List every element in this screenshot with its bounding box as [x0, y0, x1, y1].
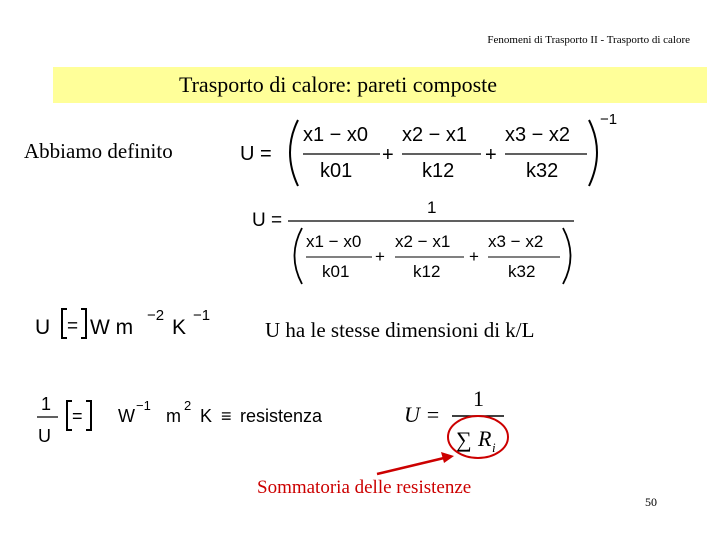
units1-rhs: W m [90, 316, 134, 339]
eq2-t3-num: x3 − x2 [488, 232, 544, 251]
units2-equiv-sign: ≡ [221, 406, 232, 426]
eq1-left-paren [290, 120, 298, 186]
eq2-t2-num: x2 − x1 [395, 232, 451, 251]
dims-note: U ha le stesse dimensioni di k/L [265, 318, 535, 342]
eq2-t3-den: k32 [508, 262, 536, 281]
eq2-t2-den: k12 [413, 262, 441, 281]
slide-title: Trasporto di calore: pareti composte [178, 72, 498, 97]
units1-k: K [172, 316, 187, 339]
units-equation-1 [35, 307, 210, 339]
units2-den: U [38, 426, 51, 446]
arrow-line [377, 458, 444, 474]
eq1-plus-2: + [485, 144, 497, 166]
units2-equiv: = [72, 406, 83, 426]
eq1-t2-den: k12 [422, 160, 455, 182]
units1-lhs: U [35, 316, 51, 339]
eq2-lhs: U = [252, 210, 283, 231]
eq1-exponent: −1 [600, 111, 618, 128]
units1-equiv: = [67, 316, 79, 337]
eq1-right-paren [589, 120, 597, 186]
units1-exp1: −2 [147, 307, 165, 324]
units2-w-exp: −1 [136, 398, 151, 413]
equation-1 [240, 111, 617, 186]
formula-u [404, 386, 508, 458]
units2-m-exp: 2 [184, 398, 192, 413]
eq2-left-paren [295, 228, 303, 284]
eq1-t1-den: k01 [320, 160, 353, 182]
formula-u-sub: i [492, 440, 496, 455]
eq2-plus-1: + [375, 247, 385, 266]
eq2-t1-num: x1 − x0 [306, 232, 362, 251]
header-text: Fenomeni di Trasporto II - Trasporto di calore [487, 34, 690, 46]
units2-m: m [166, 406, 181, 426]
units2-num: 1 [41, 394, 52, 414]
units-equation-2 [37, 394, 323, 446]
defined-label: Abbiamo definito [24, 139, 173, 163]
eq2-right-paren [563, 228, 571, 284]
formula-u-num: 1 [473, 386, 484, 411]
formula-u-lhs: U = [404, 402, 441, 427]
eq1-t3-num: x3 − x2 [505, 124, 571, 146]
eq1-t1-num: x1 − x0 [303, 124, 369, 146]
units1-close-bracket [81, 309, 86, 338]
eq1-t2-num: x2 − x1 [402, 124, 468, 146]
eq1-t3-den: k32 [526, 160, 559, 182]
pointer-arrow [377, 452, 454, 474]
units1-exp2: −1 [193, 307, 211, 324]
page-number: 50 [645, 495, 657, 509]
arrow-head-icon [441, 452, 454, 463]
eq1-plus-1: + [382, 144, 394, 166]
sum-note: Sommatoria delle resistenze [257, 477, 472, 498]
units2-w: W [118, 406, 135, 426]
units2-word: resistenza [240, 406, 323, 426]
eq2-t1-den: k01 [322, 262, 350, 281]
eq2-plus-2: + [469, 247, 479, 266]
formula-u-sum: ∑ [456, 427, 472, 452]
equation-2 [252, 198, 574, 284]
units2-k: K [200, 406, 213, 426]
eq2-numerator: 1 [427, 198, 437, 217]
units2-close-bracket [86, 401, 91, 430]
eq1-lhs: U = [240, 143, 272, 165]
formula-u-r: R [478, 426, 492, 451]
